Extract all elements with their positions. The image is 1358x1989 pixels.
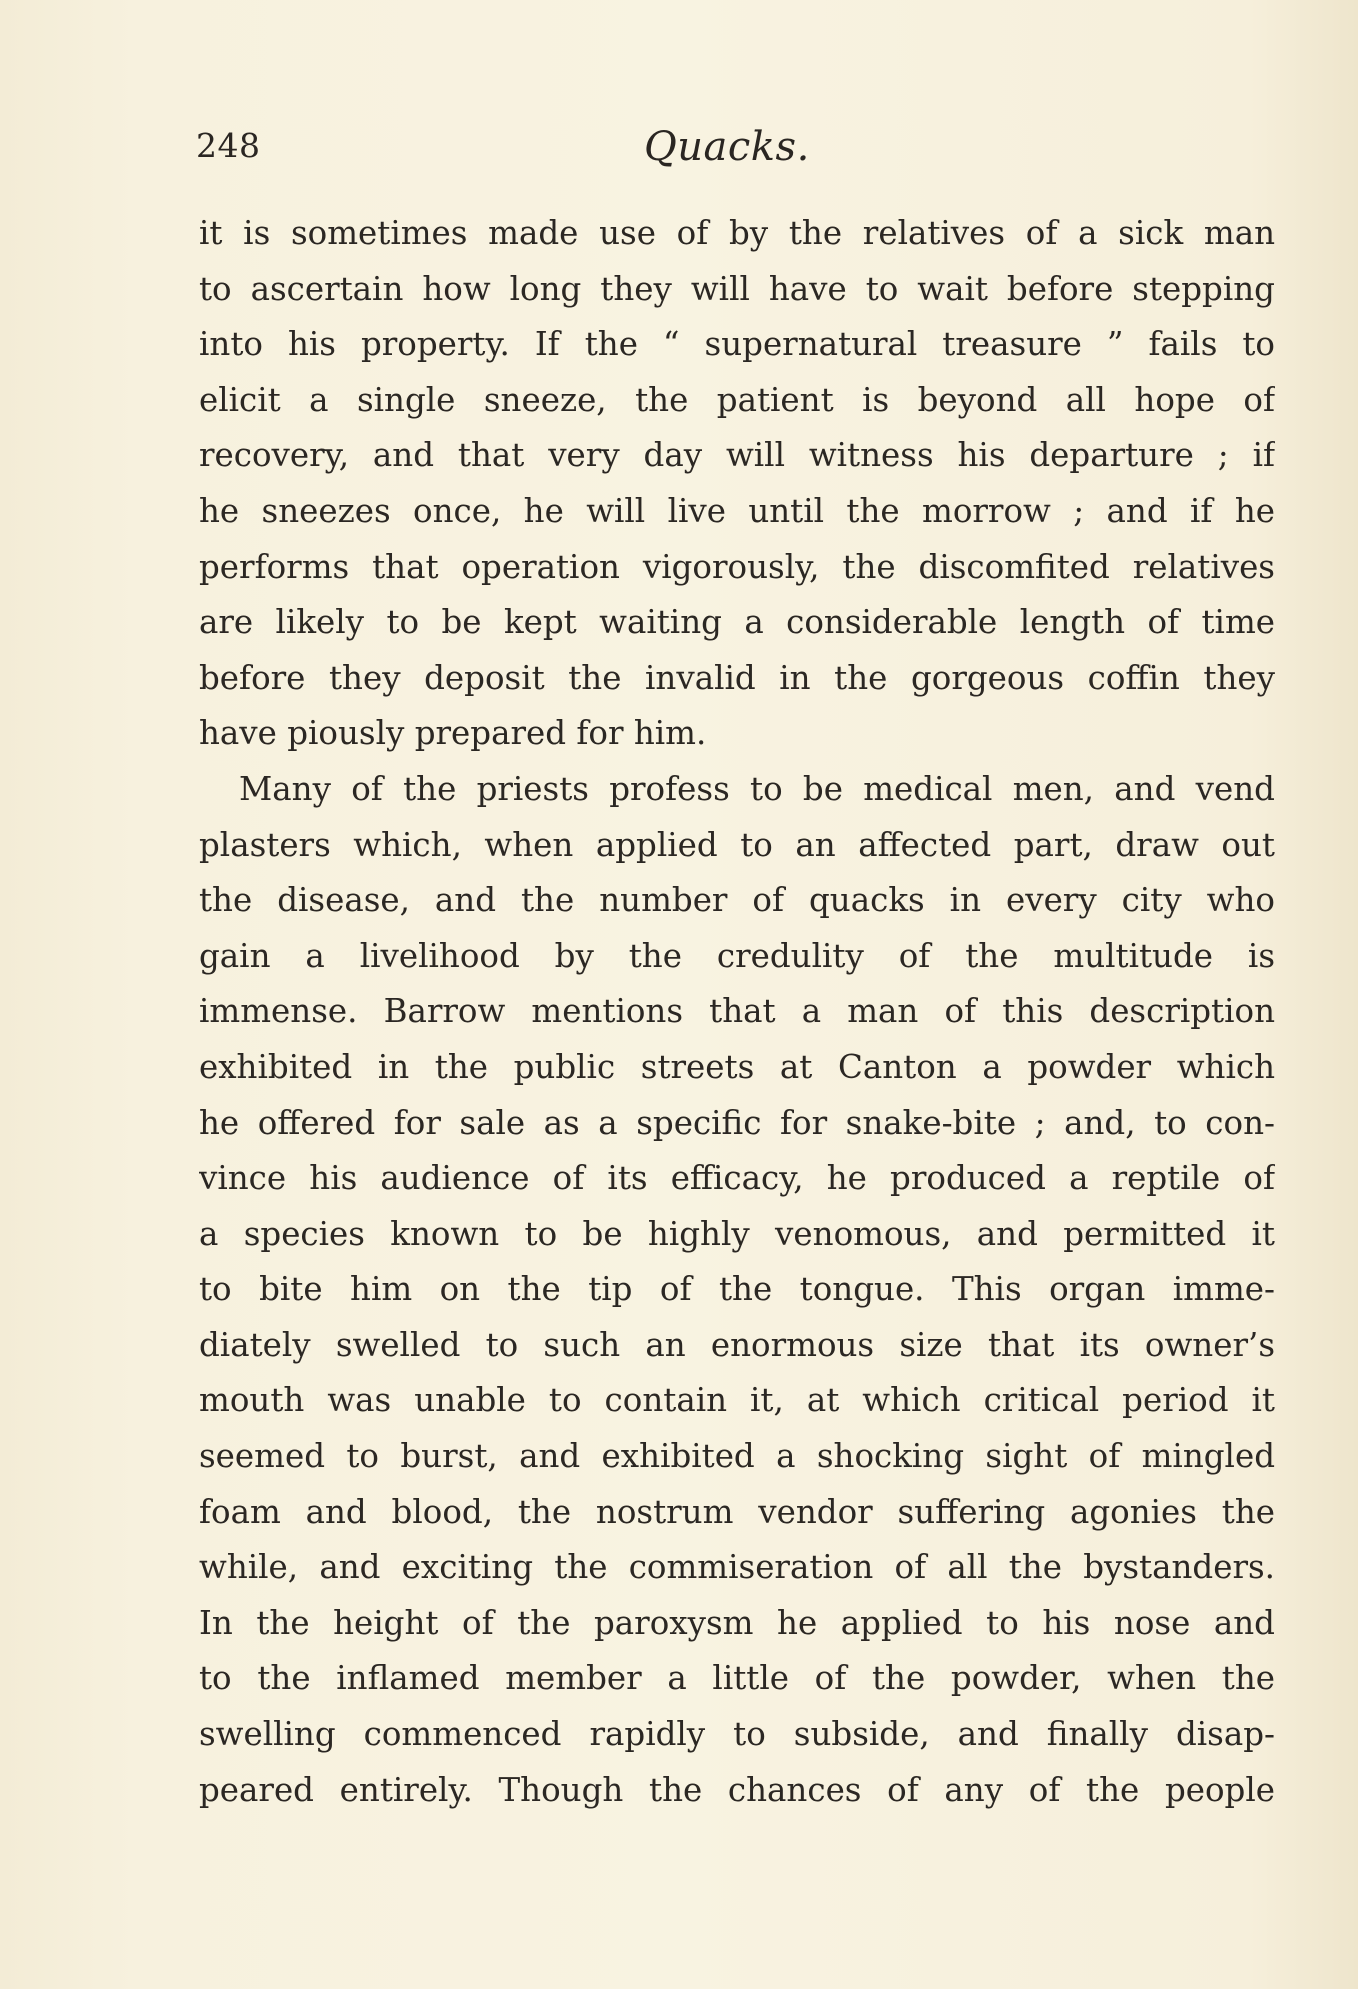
text-line: diately swelled to such an enormous size that its owner’s — [199, 1325, 1275, 1364]
text-line: before they deposit the invalid in the gorgeous coffin they — [199, 658, 1275, 697]
text-line: a species known to be highly venomous, and permitted it — [199, 1214, 1275, 1253]
text-line: immense. Barrow mentions that a man of this description — [199, 992, 1275, 1031]
text-line: into his property. If the “ supernatural treasure ” fails to — [199, 325, 1275, 364]
text-line: swelling commenced rapidly to subside, and finally disap- — [199, 1715, 1275, 1754]
text-line: he offered for sale as a specific for snake-bite ; and, to con- — [199, 1103, 1275, 1142]
text-line: have piously prepared for him. — [199, 714, 707, 753]
text-line: he sneezes once, he will live until the morrow ; and if he — [199, 491, 1275, 530]
text-line: performs that operation vigorously, the discomfited relatives — [199, 547, 1275, 586]
page-header — [196, 118, 1276, 178]
body-text — [199, 206, 1275, 1818]
text-line: while, and exciting the commiseration of all the bystanders. — [199, 1548, 1275, 1587]
text-line: to bite him on the tip of the tongue. This organ imme- — [199, 1270, 1275, 1309]
text-line: are likely to be kept waiting a considerable length of time — [199, 603, 1275, 642]
text-line: In the height of the paroxysm he applied to his nose and — [199, 1603, 1275, 1642]
text-line: the disease, and the number of quacks in every city who — [199, 881, 1275, 920]
text-line: mouth was unable to contain it, at which critical period it — [199, 1381, 1275, 1420]
text-line: to ascertain how long they will have to wait before stepping — [199, 269, 1275, 308]
text-line: vince his audience of its efficacy, he produced a reptile of — [199, 1159, 1275, 1198]
running-title: Quacks. — [644, 124, 810, 170]
text-line: exhibited in the public streets at Canton a powder which — [199, 1047, 1275, 1086]
text-line: it is sometimes made use of by the relatives of a sick man — [199, 214, 1275, 252]
text-line: Many of the priests profess to be medical men, and vend — [239, 769, 1275, 808]
text-line: elicit a single sneeze, the patient is beyond all hope of — [199, 380, 1275, 419]
text-line: plasters which, when applied to an affected part, draw out — [199, 825, 1275, 864]
text-line: seemed to burst, and exhibited a shocking sight of mingled — [199, 1437, 1275, 1476]
text-line: foam and blood, the nostrum vendor suffering agonies the — [199, 1492, 1275, 1531]
text-line: recovery, and that very day will witness his departure ; if — [199, 436, 1275, 475]
text-line: peared entirely. Though the chances of any of the people — [199, 1770, 1275, 1809]
page-number: 248 — [196, 126, 261, 165]
text-line: gain a livelihood by the credulity of the multitude is — [199, 936, 1275, 975]
text-line: to the inflamed member a little of the powder, when the — [199, 1659, 1275, 1698]
